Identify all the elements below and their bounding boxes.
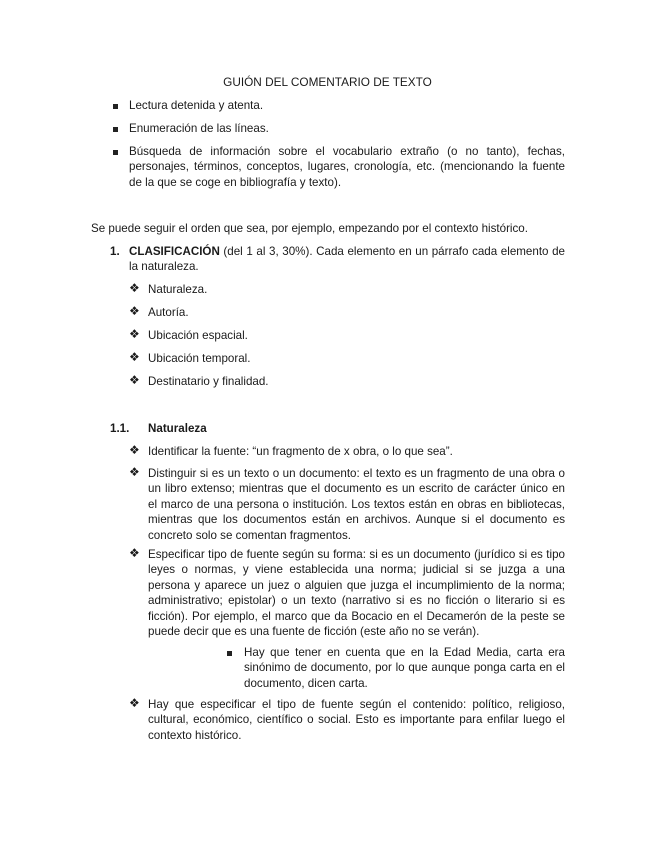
square-bullet-icon xyxy=(113,104,118,109)
list-item-text: Autoría. xyxy=(148,306,189,319)
list-item-text: Enumeración de las líneas. xyxy=(129,122,269,135)
list-item-text: Destinatario y finalidad. xyxy=(148,375,269,388)
section-description: (del 1 al 3, 30%). Cada elemento en un párrafo cada elemento de la naturaleza. xyxy=(129,245,565,274)
nested-list-item-text: Hay que tener en cuenta que en la Edad Media, carta era sinónimo de documento, por lo que aunque ponga carta en el documento, dicen carta. xyxy=(244,646,565,690)
diamond-bullet-icon: ❖ xyxy=(129,281,140,295)
page-title: GUIÓN DEL COMENTARIO DE TEXTO xyxy=(223,75,432,89)
diamond-bullet-icon: ❖ xyxy=(129,327,140,341)
section-number: 1. xyxy=(110,245,120,258)
list-item-text: Distinguir si es un texto o un documento: el texto es un fragmento de una obra o un libro extenso; mientras que el documento es un escrito de carácter único en el marco de una persona o institución. Los textos están en obras en bibliotecas, mientras que los documentos están en archivos. Aunque si el documento es concreto solo se comentan fragmentos. xyxy=(148,467,565,542)
diamond-bullet-icon: ❖ xyxy=(129,373,140,387)
diamond-bullet-icon: ❖ xyxy=(129,443,140,457)
square-bullet-icon xyxy=(113,127,118,132)
list-item-text: Especificar tipo de fuente según su forma: si es un documento (jurídico si es tipo leyes o normas, y viene establecida una norma; judicial si se juzga a una persona y aparece un juez o alguien que juzga el incumplimiento de la norma; administrativo; epistolar) o un texto (narrativo si es no ficción o literario si es ficción). Por ejemplo, el marco que da Bocacio en el Decamerón de la peste se puede decir que es una fuente de ficción (este año no se verán). xyxy=(148,548,565,639)
subsection-title: Naturaleza xyxy=(148,422,207,435)
list-item-text: Naturaleza. xyxy=(148,283,208,296)
square-bullet-icon xyxy=(227,651,232,656)
diamond-bullet-icon: ❖ xyxy=(129,350,140,364)
list-item-text: Identificar la fuente: “un fragmento de x obra, o lo que sea”. xyxy=(148,445,453,458)
section-heading: CLASIFICACIÓN xyxy=(129,245,220,258)
list-item-text: Ubicación temporal. xyxy=(148,352,251,365)
diamond-bullet-icon: ❖ xyxy=(129,465,140,479)
diamond-bullet-icon: ❖ xyxy=(129,304,140,318)
list-item-text: Lectura detenida y atenta. xyxy=(129,99,264,112)
list-item-text: Hay que especificar el tipo de fuente según el contenido: político, religioso, cultural, económico, científico o social. Esto es importante para enfilar luego el contexto histórico. xyxy=(148,698,565,742)
list-item-text: Búsqueda de información sobre el vocabulario extraño (o no tanto), fechas, personajes, términos, conceptos, lugares, cronología, etc. (mencionando la fuente de la que se coge en bibliografía y texto). xyxy=(129,145,565,189)
diamond-bullet-icon: ❖ xyxy=(129,696,140,710)
list-item-text: Ubicación espacial. xyxy=(148,329,248,342)
order-paragraph: Se puede seguir el orden que sea, por ejemplo, empezando por el contexto histórico. xyxy=(91,222,528,235)
diamond-bullet-icon: ❖ xyxy=(129,546,140,560)
square-bullet-icon xyxy=(113,150,118,155)
section-text xyxy=(129,244,565,275)
subsection-number: 1.1. xyxy=(110,422,130,435)
